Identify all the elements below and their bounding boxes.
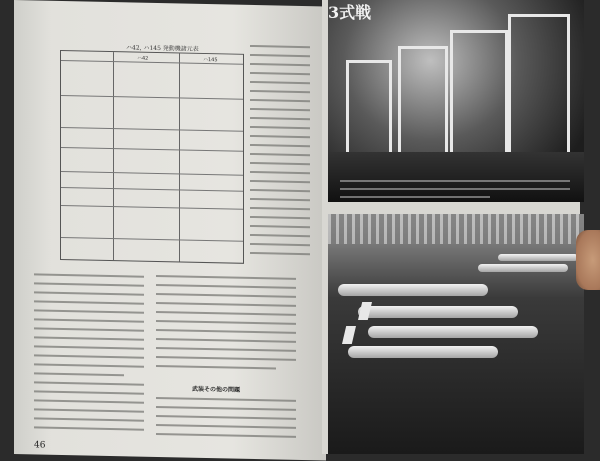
right-page-heading: 3式戦 bbox=[328, 3, 372, 22]
spec-table bbox=[60, 50, 244, 264]
right-column-text bbox=[14, 0, 326, 7]
spec-header-ha42: ハ42 bbox=[137, 55, 149, 62]
spec-header-ha145: ハ145 bbox=[203, 56, 218, 64]
left-page bbox=[14, 0, 326, 461]
spec-table-title: ハ42, ハ145 発動機諸元表 bbox=[126, 44, 199, 53]
page-number: 46 bbox=[34, 440, 46, 451]
factory-photo-top bbox=[328, 0, 584, 202]
upper-column-text bbox=[14, 0, 326, 7]
hand bbox=[576, 230, 600, 290]
left-column-text bbox=[14, 0, 326, 7]
section-heading: 武装その他の問題 bbox=[192, 385, 241, 394]
factory-photo-bottom bbox=[328, 214, 584, 454]
